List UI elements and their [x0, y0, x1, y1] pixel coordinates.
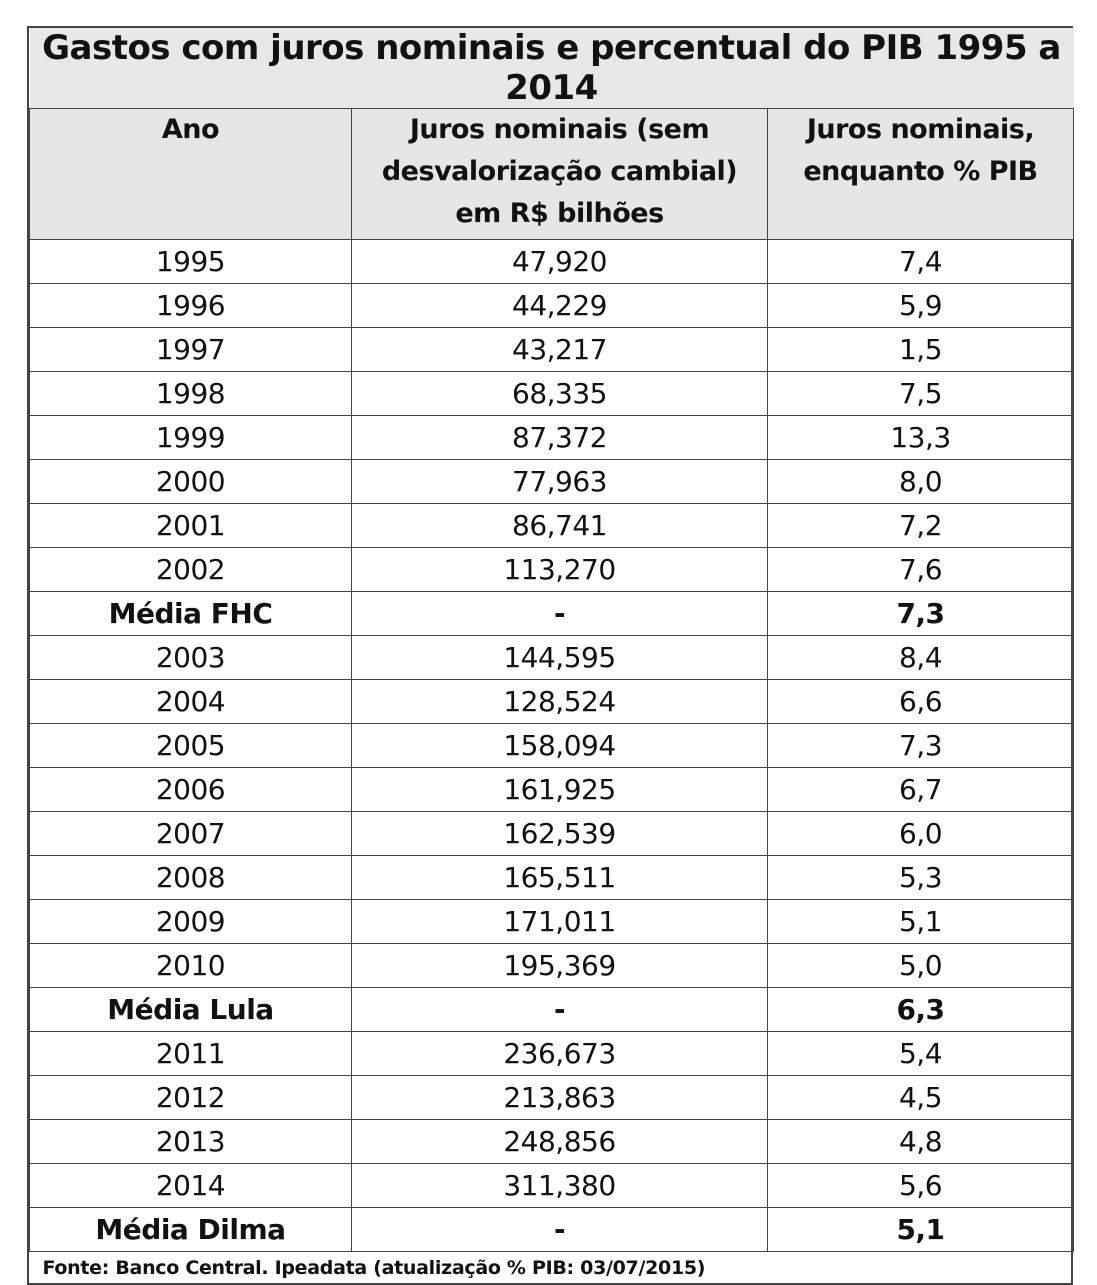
cell-percent-pib: 5,1 — [768, 900, 1074, 944]
cell-ano: 2012 — [30, 1076, 352, 1120]
table-row — [30, 416, 1074, 460]
header-ano-line: Ano — [161, 114, 220, 145]
cell-percent-pib: 13,3 — [768, 416, 1074, 460]
cell-ano: 2002 — [30, 548, 352, 592]
cell-ano: 2013 — [30, 1120, 352, 1164]
cell-juros-nominais: - — [352, 1208, 768, 1252]
cell-ano: 2001 — [30, 504, 352, 548]
header-juros-line-1: Juros nominais (sem — [409, 114, 710, 145]
cell-juros-nominais: 87,372 — [352, 416, 768, 460]
cell-juros-nominais: 77,963 — [352, 460, 768, 504]
table-row — [30, 240, 1074, 284]
cell-ano: 2000 — [30, 460, 352, 504]
cell-juros-nominais: 158,094 — [352, 724, 768, 768]
table-row — [30, 1120, 1074, 1164]
cell-percent-pib: 8,0 — [768, 460, 1074, 504]
cell-ano: 2007 — [30, 812, 352, 856]
table-row — [30, 680, 1074, 724]
cell-percent-pib: 5,0 — [768, 944, 1074, 988]
cell-juros-nominais: - — [352, 988, 768, 1032]
header-ano — [30, 109, 352, 240]
cell-ano: 2003 — [30, 636, 352, 680]
cell-juros-nominais: 144,595 — [352, 636, 768, 680]
average-row — [30, 988, 1074, 1032]
cell-percent-pib: 7,2 — [768, 504, 1074, 548]
cell-percent-pib: 7,3 — [768, 724, 1074, 768]
cell-percent-pib: 6,6 — [768, 680, 1074, 724]
table-row — [30, 724, 1074, 768]
cell-ano: Média Dilma — [30, 1208, 352, 1252]
table-row — [30, 1164, 1074, 1208]
cell-juros-nominais: 128,524 — [352, 680, 768, 724]
cell-juros-nominais: 195,369 — [352, 944, 768, 988]
cell-ano: 1999 — [30, 416, 352, 460]
table-row — [30, 504, 1074, 548]
cell-percent-pib: 5,9 — [768, 284, 1074, 328]
cell-juros-nominais: 44,229 — [352, 284, 768, 328]
cell-percent-pib: 6,3 — [768, 988, 1074, 1032]
cell-juros-nominais: 171,011 — [352, 900, 768, 944]
source-note: Fonte: Banco Central. Ipeadata (atualização % PIB: 03/07/2015) — [30, 1252, 1074, 1284]
cell-juros-nominais: 162,539 — [352, 812, 768, 856]
cell-ano: 1996 — [30, 284, 352, 328]
table-row — [30, 944, 1074, 988]
table-row — [30, 636, 1074, 680]
cell-percent-pib: 5,6 — [768, 1164, 1074, 1208]
header-juros-line-2: desvalorização cambial) — [381, 156, 738, 187]
cell-percent-pib: 5,1 — [768, 1208, 1074, 1252]
cell-juros-nominais: 68,335 — [352, 372, 768, 416]
cell-ano: Média FHC — [30, 592, 352, 636]
cell-percent-pib: 5,4 — [768, 1032, 1074, 1076]
header-pib-line-1: Juros nominais, — [806, 114, 1035, 145]
cell-ano: 2009 — [30, 900, 352, 944]
cell-ano: 2010 — [30, 944, 352, 988]
cell-juros-nominais: - — [352, 592, 768, 636]
header-row — [30, 109, 1074, 240]
cell-percent-pib: 8,4 — [768, 636, 1074, 680]
cell-percent-pib: 7,3 — [768, 592, 1074, 636]
cell-percent-pib: 4,8 — [768, 1120, 1074, 1164]
header-percent-pib — [768, 109, 1074, 240]
cell-juros-nominais: 165,511 — [352, 856, 768, 900]
table-row — [30, 1032, 1074, 1076]
data-table — [29, 28, 1074, 1283]
header-juros-nominais — [352, 109, 768, 240]
cell-ano: 2011 — [30, 1032, 352, 1076]
cell-ano: 1997 — [30, 328, 352, 372]
table-row — [30, 284, 1074, 328]
header-juros-line-3: em R$ bilhões — [455, 198, 664, 229]
table-row — [30, 372, 1074, 416]
cell-ano: 2008 — [30, 856, 352, 900]
cell-percent-pib: 4,5 — [768, 1076, 1074, 1120]
table-row — [30, 328, 1074, 372]
table-row — [30, 1076, 1074, 1120]
cell-juros-nominais: 86,741 — [352, 504, 768, 548]
cell-percent-pib: 6,7 — [768, 768, 1074, 812]
source-row — [30, 1252, 1074, 1284]
cell-percent-pib: 7,5 — [768, 372, 1074, 416]
cell-ano: Média Lula — [30, 988, 352, 1032]
header-pib-line-2: enquanto % PIB — [803, 156, 1038, 187]
cell-juros-nominais: 213,863 — [352, 1076, 768, 1120]
title-row — [30, 28, 1074, 109]
cell-juros-nominais: 43,217 — [352, 328, 768, 372]
cell-juros-nominais: 161,925 — [352, 768, 768, 812]
cell-ano: 1995 — [30, 240, 352, 284]
cell-percent-pib: 7,4 — [768, 240, 1074, 284]
table-title: Gastos com juros nominais e percentual do PIB 1995 a 2014 — [30, 28, 1074, 109]
cell-ano: 2005 — [30, 724, 352, 768]
table-body — [30, 240, 1074, 1252]
cell-ano: 1998 — [30, 372, 352, 416]
table-row — [30, 460, 1074, 504]
table-row — [30, 856, 1074, 900]
cell-juros-nominais: 311,380 — [352, 1164, 768, 1208]
table-row — [30, 768, 1074, 812]
cell-percent-pib: 6,0 — [768, 812, 1074, 856]
cell-percent-pib: 7,6 — [768, 548, 1074, 592]
cell-juros-nominais: 236,673 — [352, 1032, 768, 1076]
data-table-container — [27, 26, 1073, 1285]
cell-juros-nominais: 113,270 — [352, 548, 768, 592]
average-row — [30, 592, 1074, 636]
cell-juros-nominais: 47,920 — [352, 240, 768, 284]
table-row — [30, 812, 1074, 856]
average-row — [30, 1208, 1074, 1252]
cell-percent-pib: 1,5 — [768, 328, 1074, 372]
cell-ano: 2014 — [30, 1164, 352, 1208]
cell-ano: 2006 — [30, 768, 352, 812]
cell-ano: 2004 — [30, 680, 352, 724]
cell-percent-pib: 5,3 — [768, 856, 1074, 900]
cell-juros-nominais: 248,856 — [352, 1120, 768, 1164]
table-row — [30, 900, 1074, 944]
table-row — [30, 548, 1074, 592]
